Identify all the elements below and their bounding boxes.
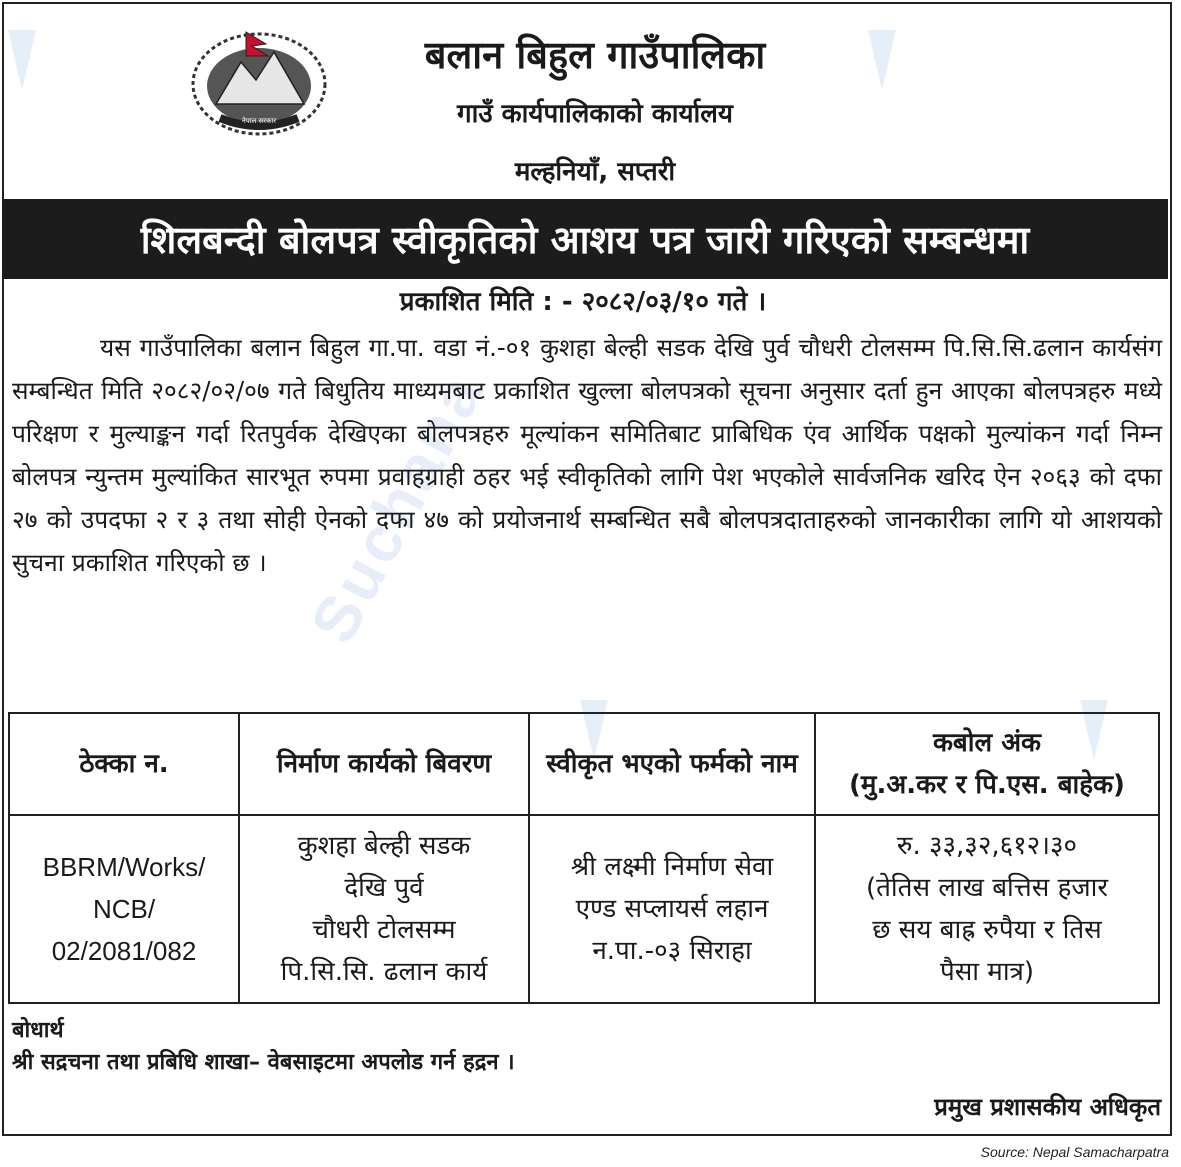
col-header-contract-no: ठेक्का न.: [9, 713, 239, 815]
description-line: कुशहा बेल्ही सडक: [297, 831, 471, 861]
firm-line: श्री लक्ष्मी निर्माण सेवा: [570, 852, 774, 882]
col-header-amount: [815, 713, 1159, 815]
firm-line: एण्ड सप्लायर्स लहान: [575, 894, 769, 924]
description-line: देखि पुर्व: [344, 873, 424, 903]
cc-line: श्री सद्रचना तथा प्रबिधि शाखा– वेबसाइटमा अपलोड गर्न हद्रन ।: [12, 1050, 515, 1075]
contract-no-line: NCB/: [92, 894, 156, 924]
office-address: मल्हनियाँ, सप्तरी: [514, 157, 676, 187]
watermark-arrow: [8, 30, 36, 90]
cell-description: [239, 815, 529, 1003]
bid-table: [8, 712, 1160, 1004]
office-name: गाउँ कार्यपालिकाको कार्यालय: [457, 99, 733, 129]
cell-amount: [815, 815, 1159, 1003]
amount-line: रु. ३३,३२,६१२।३०: [896, 831, 1078, 861]
table-row: [9, 815, 1159, 1003]
cc-label: बोधार्थ: [12, 1018, 64, 1043]
table-header-row: [9, 713, 1159, 815]
org-name: बलान बिहुल गाउँपालिका: [424, 33, 766, 77]
signatory: प्रमुख प्रशासकीय अधिकृत: [934, 1093, 1161, 1121]
publication-date: प्रकाशित मिति : - २०८२/०३/१० गते ।: [399, 287, 767, 317]
amount-line: छ सय बाह्र रुपैया र तिस: [872, 915, 1102, 945]
contract-no-line: 02/2081/082: [51, 936, 197, 966]
source-credit: Source: Nepal Samacharpatra: [980, 1144, 1169, 1160]
cell-firm: [529, 815, 815, 1003]
col-header-firm: स्वीकृत भएको फर्मको नाम: [529, 713, 815, 815]
notice-title: शिलबन्दी बोलपत्र स्वीकृतिको आशय पत्र जारी गरिएको सम्बन्धमा: [2, 199, 1168, 279]
amount-line: पैसा मात्र): [939, 957, 1035, 987]
notice-body: यस गाउँपालिका बलान बिहुल गा.पा. वडा नं.-०१ कुशहा बेल्ही सडक देखि पुर्व चौधरी टोलसम्म पि.सि.सि.ढलान कार्यसंग सम्बन्धित मिति २०८२/०२/०७ गते बिधुतिय माध्यमबाट प्रकाशित खुल्ला बोलपत्रको सूचना अनुसार दर्ता हुन आएका बोलपत्रहरु मध्ये परिक्षण र मुल्याङ्कन गर्दा रितपुर्वक देखिएका बोलपत्रहरु मूल्यांकन समितिबाट प्राबिधिक एंव आर्थिक पक्षको मुल्यांकन गर्दा निम्न बोलपत्र न्युन्तम मुल्यांकित सारभूत रुपमा प्रवाहग्राही ठहर भई स्वीकृतिको लागि पेश भएकोले सार्वजनिक खरिद ऐन २०६३ को दफा २७ को उपदफा २ र ३ तथा सोही ऐनको दफा ४७ को प्रयोजनार्थ सम्बन्धित सबै बोलपत्रदाताहरुको जानकारीका लागि यो आशयको सुचना प्रकाशित गरिएको छ ।: [12, 333, 1162, 577]
cell-contract-no: [9, 815, 239, 1003]
amount-header-line: कबोल अंक: [932, 728, 1042, 758]
firm-line: न.पा.-०३ सिराहा: [592, 936, 752, 966]
contract-no-line: BBRM/Works/: [42, 852, 206, 882]
description-line: पि.सि.सि. ढलान कार्य: [280, 957, 488, 987]
emblem-text: नेपाल सरकार: [241, 117, 277, 125]
description-line: चौधरी टोलसम्म: [312, 915, 456, 945]
col-header-description: निर्माण कार्यको बिवरण: [239, 713, 529, 815]
amount-line: (तेतिस लाख बत्तिस हजार: [865, 873, 1109, 903]
amount-header-line: (मु.अ.कर र पि.एस. बाहेक): [849, 770, 1125, 800]
